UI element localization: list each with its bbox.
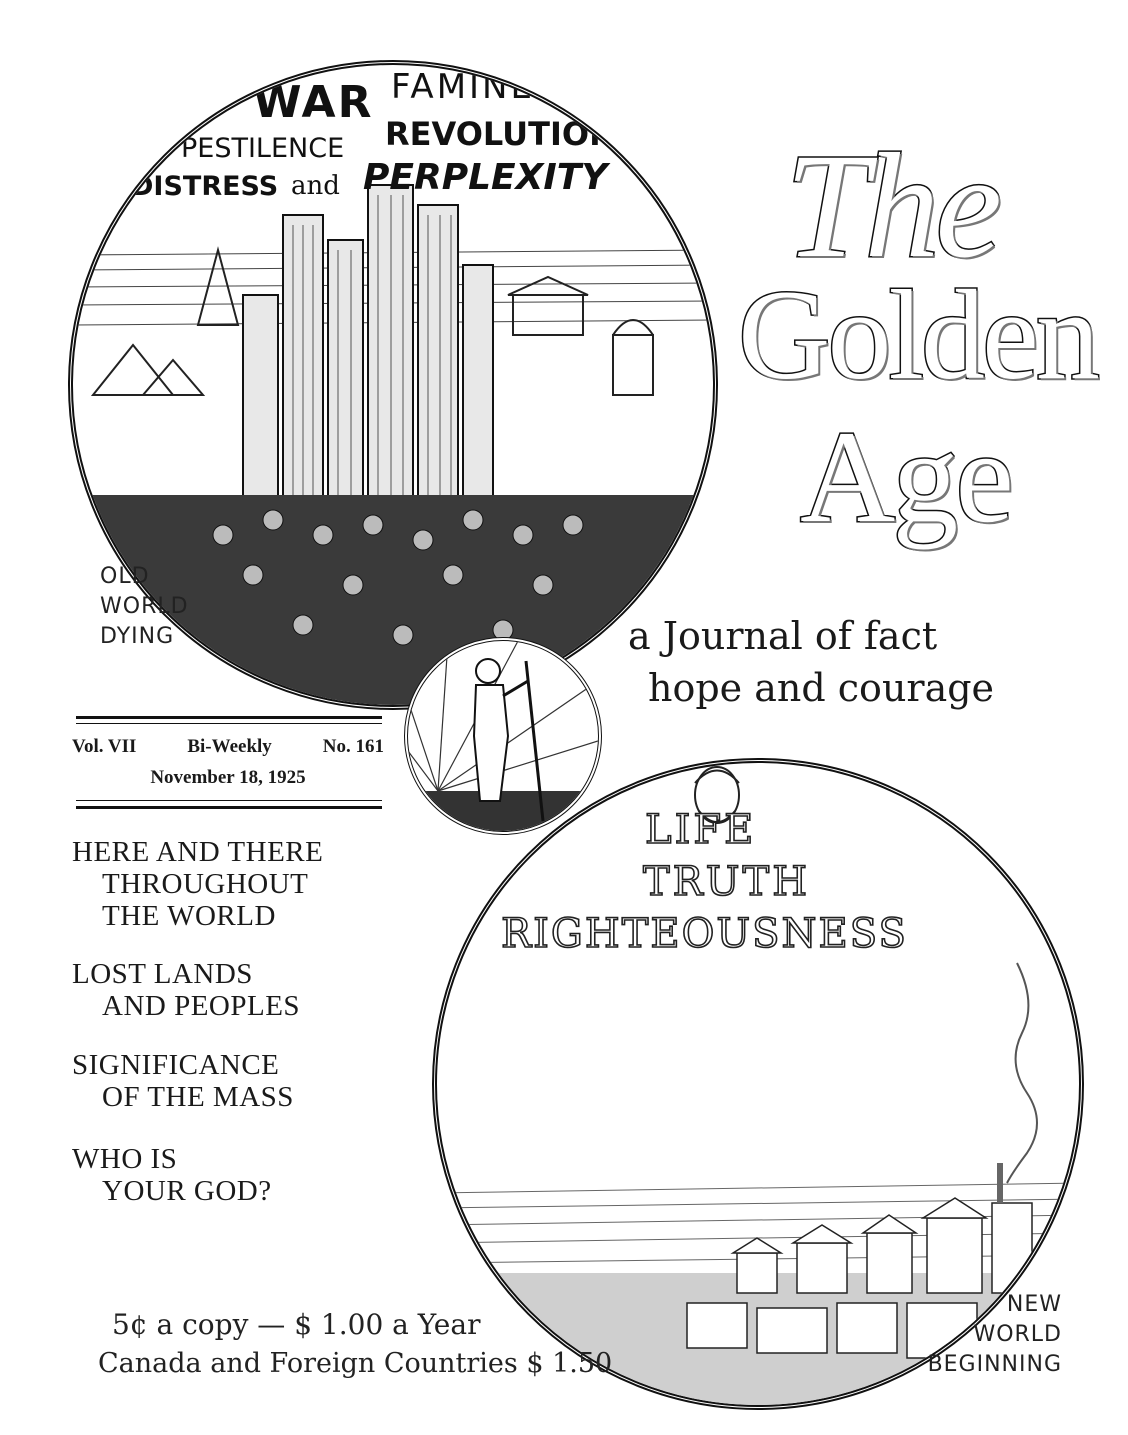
motto-righteousness: RIGHTEOUSNESS: [501, 911, 908, 957]
contents-item-lost-lands: [72, 958, 300, 1022]
motto-life: LIFE: [645, 807, 757, 853]
issue-frequency: Bi-Weekly: [187, 736, 272, 757]
contents-line: THROUGHOUT: [102, 868, 309, 900]
word-pestilence: PESTILENCE: [181, 133, 345, 164]
word-and: and: [291, 171, 340, 201]
contents-item-here-and-there: [72, 836, 323, 932]
contents-item-who-is-your-god: [72, 1143, 272, 1207]
word-revolutions: REVOLUTIONS: [385, 115, 639, 153]
title-golden: Golden: [738, 264, 1097, 406]
contents-line: AND PEOPLES: [102, 990, 301, 1022]
caption-new: NEW: [1006, 1292, 1062, 1317]
rule-top-thick: [76, 716, 382, 719]
caption-dying: DYING: [100, 624, 175, 649]
caption-old: OLD: [100, 564, 150, 589]
word-perplexity: PERPLEXITY: [363, 157, 608, 198]
contents-line: SIGNIFICANCE: [72, 1049, 280, 1081]
word-famine: FAMINE: [391, 67, 535, 107]
caption-beginning: BEGINNING: [927, 1352, 1062, 1377]
issue-volume: Vol. VII: [72, 736, 137, 757]
rule-bottom-thin: [76, 800, 382, 801]
issue-line: [72, 736, 384, 758]
tagline-line1: a Journal of fact: [628, 614, 938, 658]
issue-date: November 18, 1925: [150, 767, 306, 788]
contents-line: HERE AND THERE: [72, 836, 324, 868]
word-war: WAR: [253, 77, 374, 128]
contents-item-significance: [72, 1049, 294, 1113]
caption-world: WORLD: [100, 594, 189, 619]
contents-line: YOUR GOD?: [102, 1175, 272, 1207]
word-distress: DISTRESS: [131, 171, 279, 202]
old-world-caption: [100, 562, 189, 652]
contents-line: LOST LANDS: [72, 958, 253, 990]
contents-line: WHO IS: [72, 1143, 178, 1175]
rule-top-thin: [76, 723, 382, 724]
price-line2: Canada and Foreign Countries $ 1.50: [98, 1348, 613, 1379]
motto-truth: TRUTH: [643, 859, 811, 905]
caption-world: WORLD: [973, 1322, 1062, 1347]
title-the: The: [785, 123, 998, 289]
issue-number: No. 161: [322, 736, 384, 757]
title-age: Age: [800, 403, 1011, 550]
price-line1: 5¢ a copy — $ 1.00 a Year: [112, 1308, 481, 1341]
new-world-caption: [900, 1290, 1062, 1380]
contents-line: OF THE MASS: [102, 1081, 294, 1113]
tagline-line2: hope and courage: [648, 666, 995, 710]
contents-line: THE WORLD: [102, 900, 276, 932]
rule-bottom-thick: [76, 806, 382, 809]
